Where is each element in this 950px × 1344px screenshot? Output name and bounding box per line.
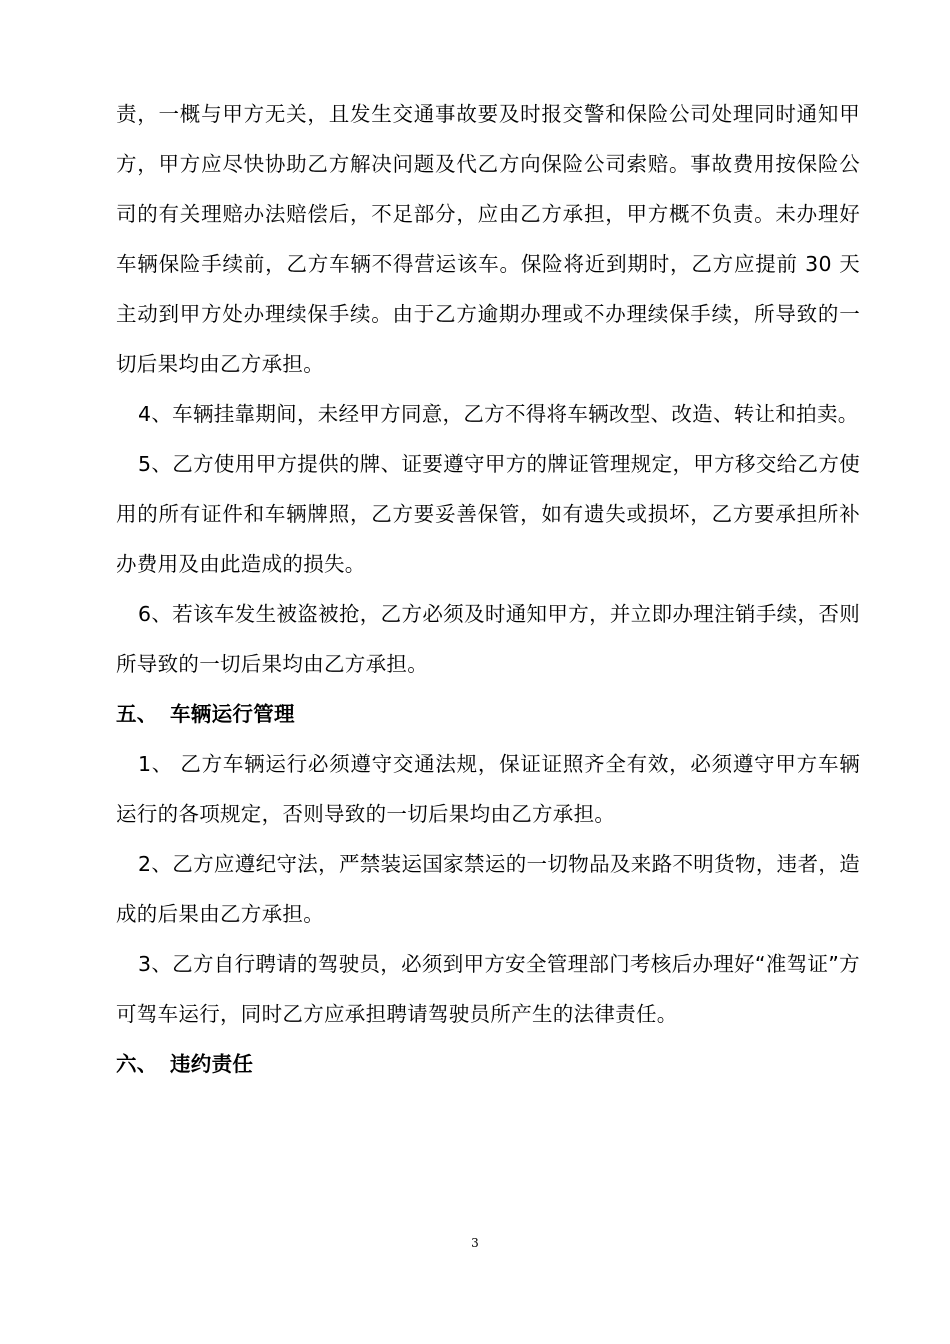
section-title: 车辆运行管理 bbox=[170, 702, 295, 726]
document-body bbox=[116, 89, 860, 1089]
section-number: 六、 bbox=[116, 1052, 158, 1076]
section-number: 五、 bbox=[116, 702, 158, 726]
paragraph-clause-6: 6、若该车发生被盗被抢，乙方必须及时通知甲方，并立即办理注销手续，否则所导致的一切后果均由乙方承担。 bbox=[116, 602, 860, 676]
paragraph-section5-clause-2: 2、乙方应遵纪守法，严禁装运国家禁运的一切物品及来路不明货物，违者，造成的后果由乙方承担。 bbox=[116, 852, 860, 926]
paragraph-clause-4: 4、车辆挂靠期间，未经甲方同意，乙方不得将车辆改型、改造、转让和拍卖。 bbox=[138, 402, 859, 426]
page-number: 3 bbox=[471, 1236, 479, 1250]
paragraph-section5-clause-3: 3、乙方自行聘请的驾驶员，必须到甲方安全管理部门考核后办理好“准驾证”方可驾车运行，同时乙方应承担聘请驾驶员所产生的法律责任。 bbox=[116, 952, 860, 1026]
section-title: 违约责任 bbox=[170, 1052, 254, 1076]
paragraph-section5-clause-1: 1、 乙方车辆运行必须遵守交通法规，保证证照齐全有效，必须遵守甲方车辆运行的各项规定，否则导致的一切后果均由乙方承担。 bbox=[116, 752, 860, 826]
paragraph-insurance-continued: 责，一概与甲方无关，且发生交通事故要及时报交警和保险公司处理同时通知甲方，甲方应尽快协助乙方解决问题及代乙方向保险公司索赔。事故费用按保险公司的有关理赔办法赔偿后，不足部分，应由乙方承担，甲方概不负责。未办理好车辆保险手续前，乙方车辆不得营运该车。保险将近到期时，乙方应提前 30 天主动到甲方处办理续保手续。由于乙方逾期办理或不办理续保手续，所导致的一切后果均由乙方承担。 bbox=[116, 102, 860, 376]
section-heading-6 bbox=[116, 1039, 860, 1089]
section-heading-5 bbox=[116, 689, 860, 739]
paragraph-clause-5: 5、乙方使用甲方提供的牌、证要遵守甲方的牌证管理规定，甲方移交给乙方使用的所有证件和车辆牌照，乙方要妥善保管，如有遗失或损坏，乙方要承担所补办费用及由此造成的损失。 bbox=[116, 452, 860, 576]
